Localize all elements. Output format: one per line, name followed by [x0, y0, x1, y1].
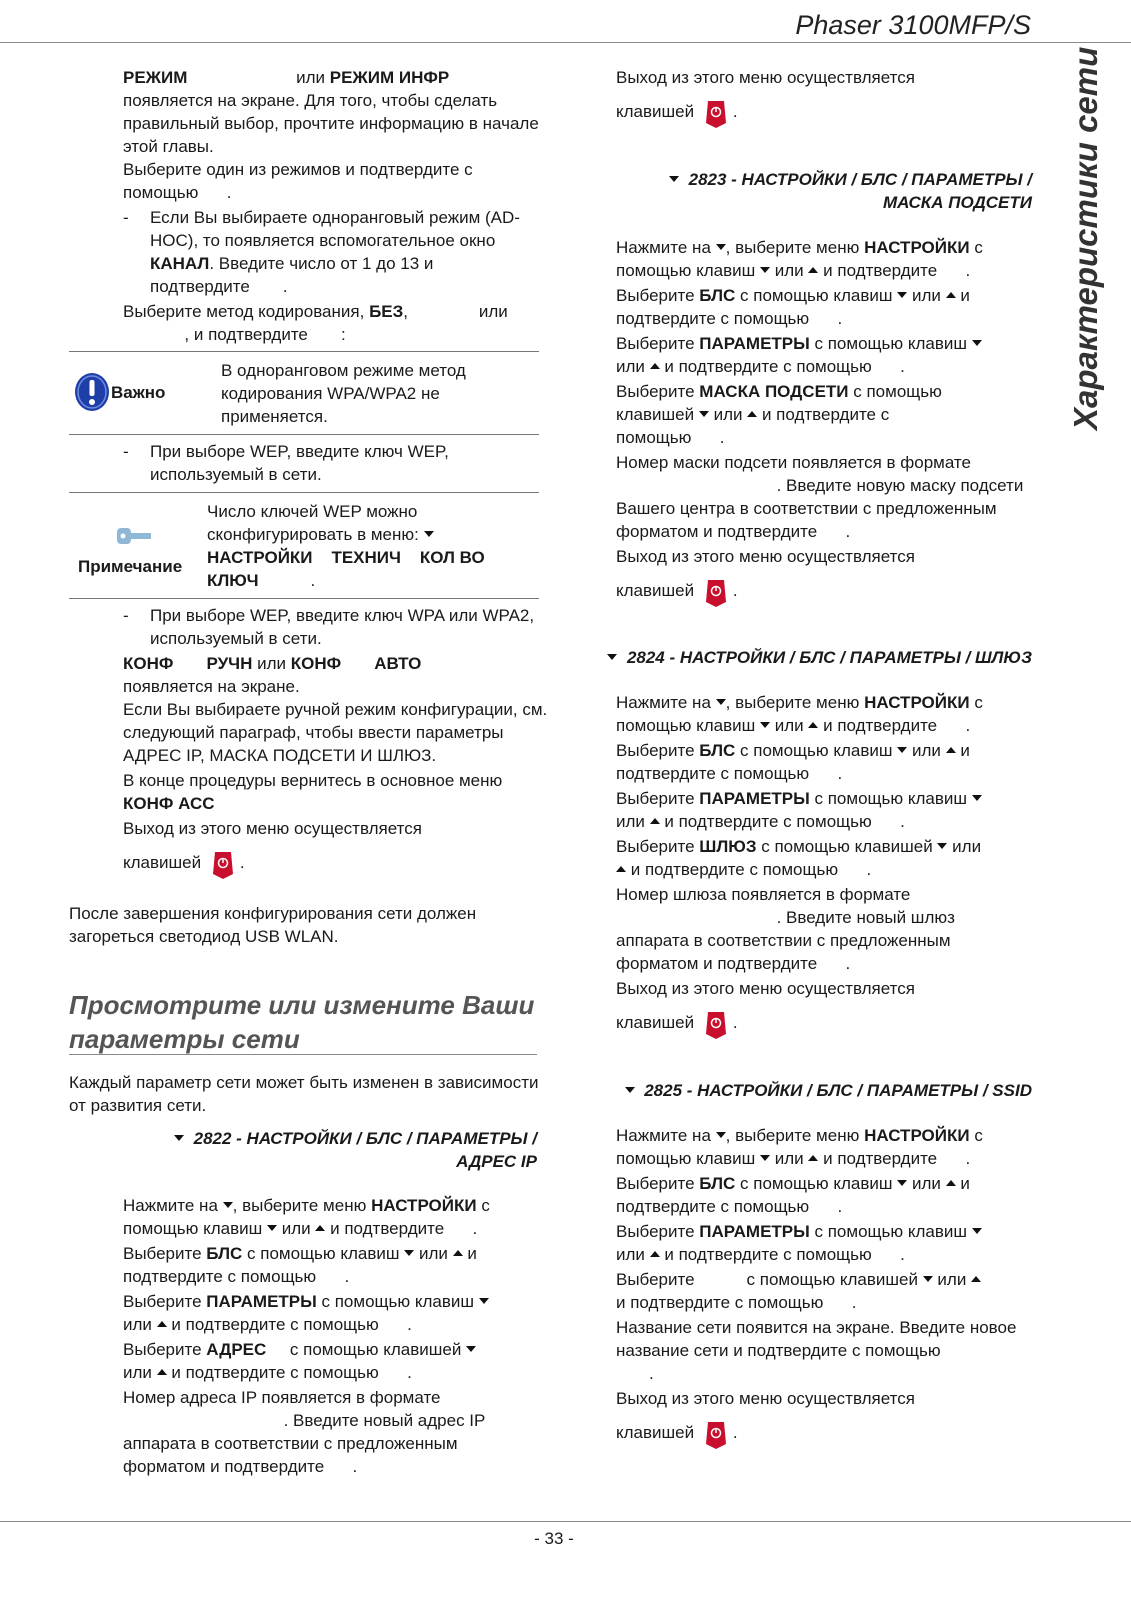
section-rule — [69, 1054, 537, 1055]
important-icon — [74, 372, 110, 412]
important-box — [69, 351, 539, 435]
step-2825-3: Выберите ПАРАМЕТРЫ с помощью клавиш или и подтвердите с помощью . — [616, 1220, 1036, 1266]
manual-text: Если Вы выбираете ручной режим конфигурации, см. следующий параграф, чтобы ввести параметры АДРЕС IP, МАСКА ПОДСЕТИ И ШЛЮЗ. — [123, 700, 548, 765]
steps-2825 — [616, 1124, 1036, 1450]
document-title: Phaser 3100MFP/S — [795, 10, 1031, 40]
adhoc-item: - Если Вы выбираете одноранговый режим (AD-HOC), то появляется вспомогательное окно КАНАЛ. Введите число от 1 до 13 и подтвердите . — [123, 208, 520, 296]
up-arrow-icon — [315, 1225, 325, 1231]
step-2825-4: Выберите с помощью клавишей или и подтвердите с помощью . — [616, 1268, 1036, 1314]
left-column-lower — [69, 604, 549, 948]
stop-key-icon — [705, 99, 727, 129]
down-arrow-icon — [174, 1135, 184, 1141]
steps-2824 — [616, 691, 1036, 1040]
step-2822-5: Номер адреса IP появляется в формате . Введите новый адрес IP аппарата в соответствии с предложенным форматом и подтвердите . — [123, 1388, 486, 1476]
heading-2822: 2822 - НАСТРОЙКИ / БЛС / ПАРАМЕТРЫ / АДРЕС IP — [69, 1127, 537, 1173]
exit-text-r4: Выход из этого меню осуществляется — [616, 1389, 915, 1408]
step-2823-1: Нажмите на , выберите меню НАСТРОЙКИ с помощью клавиш или и подтвердите . — [616, 238, 983, 280]
exit-key-r3: клавишей . — [616, 1010, 1036, 1040]
header-rule — [0, 42, 1131, 43]
step-2823-3: Выберите ПАРАМЕТРЫ с помощью клавиш или и подтвердите с помощью . — [616, 332, 1036, 378]
step-2824-4: Выберите ШЛЮЗ с помощью клавишей или и подтвердите с помощью . — [616, 837, 982, 879]
conf-text: появляется на экране. — [123, 677, 300, 696]
note-text: Число ключей WEP можно сконфигурировать в меню: НАСТРОЙКИ ТЕХНИЧ КОЛ ВО КЛЮЧ . — [207, 502, 485, 590]
exit-key-r1: клавишей . — [616, 99, 1036, 129]
footer-rule — [0, 1521, 1131, 1522]
heading-2823: 2823 - НАСТРОЙКИ / БЛС / ПАРАМЕТРЫ / МАСКА ПОДСЕТИ — [580, 168, 1032, 214]
important-label: Важно — [111, 383, 166, 402]
step-2825-5: Название сети появится на экране. Введите новое название сети и подтвердите с помощью . — [616, 1318, 1017, 1383]
stop-key-icon — [212, 850, 234, 880]
step-2823-5: Номер маски подсети появляется в формате . Введите новую маску подсети Вашего центра в соответствии с предложенным форматом и подтвердите . — [616, 453, 1024, 541]
steps-2823 — [616, 236, 1036, 608]
exit-text-r1: Выход из этого меню осуществляется — [616, 68, 915, 87]
step-2822-3: Выберите ПАРАМЕТРЫ с помощью клавиш или и подтвердите с помощью . — [123, 1290, 543, 1336]
after-text: После завершения конфигурирования сети должен загореться светодиод USB WLAN. — [69, 904, 477, 946]
step-2824-2: Выберите БЛС с помощью клавиш или и подтвердите с помощью . — [616, 741, 970, 783]
side-tab-label: Характеристики сети — [1067, 46, 1104, 430]
left-column — [69, 66, 549, 346]
step-2822-4: Выберите АДРЕС с помощью клавишей или и подтвердите с помощью . — [123, 1338, 543, 1384]
right-column — [616, 66, 1036, 129]
heading-2824: 2824 - НАСТРОЙКИ / БЛС / ПАРАМЕТРЫ / ШЛЮЗ — [560, 646, 1032, 669]
down-arrow-icon — [223, 1202, 233, 1208]
page-number: - 33 - — [534, 1529, 574, 1548]
step-2824-5: Номер шлюза появляется в формате . Введите новый шлюз аппарата в соответствии с предложенным форматом и подтвердите . — [616, 885, 955, 973]
step-2823-4: Выберите МАСКА ПОДСЕТИ с помощью клавишей или и подтвердите с помощью . — [616, 382, 942, 447]
step-2825-1: Нажмите на , выберите меню НАСТРОЙКИ с помощью клавиш или и подтвердите . — [616, 1126, 983, 1168]
exit-key-r4: клавишей . — [616, 1420, 1036, 1450]
exit-key-r2: клавишей . — [616, 578, 1036, 608]
important-text: В одноранговом режиме метод кодирования WPA/WPA2 не применяется. — [221, 361, 466, 426]
mode-text: появляется на экране. Для того, чтобы сделать правильный выбор, прочтите информацию в начале этой главы. — [123, 91, 539, 156]
exit-text-r3: Выход из этого меню осуществляется — [616, 979, 915, 998]
step-2822-1: Нажмите на , выберите меню НАСТРОЙКИ с помощью клавиш или и подтвердите . — [123, 1196, 490, 1238]
choose-mode: Выберите один из режимов и подтвердите с помощью . — [123, 160, 473, 202]
end-text: В конце процедуры вернитесь в основное меню КОНФ АСС — [123, 771, 503, 813]
section-title: Просмотрите или измените Ваши параметры сети — [69, 990, 535, 1054]
note-box — [69, 492, 539, 599]
down-arrow-icon — [424, 531, 434, 537]
mode-line: РЕЖИМ или РЕЖИМ ИНФР — [123, 68, 450, 87]
stop-key-icon — [705, 1420, 727, 1450]
wep-block — [69, 440, 549, 486]
wpa-item: - При выборе WEP, введите ключ WPA или WPA2, используемый в сети. — [123, 606, 535, 648]
note-label: Примечание — [78, 557, 183, 576]
steps-2822 — [123, 1194, 543, 1478]
side-tab — [1058, 46, 1108, 440]
key-icon — [117, 527, 153, 545]
stop-key-icon — [705, 578, 727, 608]
step-2822-2: Выберите БЛС с помощью клавиш или и подтвердите с помощью . — [123, 1244, 477, 1286]
conf-line: КОНФ РУЧН или КОНФ АВТО — [123, 654, 422, 673]
stop-key-icon — [705, 1010, 727, 1040]
section-intro: Каждый параметр сети может быть изменен в зависимости от развития сети. — [69, 1073, 539, 1115]
encode-text: Выберите метод кодирования, БЕЗ, или , и подтвердите : — [123, 302, 508, 344]
exit-key-line: клавишей . — [69, 850, 549, 880]
step-2824-3: Выберите ПАРАМЕТРЫ с помощью клавиш или и подтвердите с помощью . — [616, 787, 1036, 833]
exit-text: Выход из этого меню осуществляется — [123, 819, 422, 838]
step-2823-2: Выберите БЛС с помощью клавиш или и подтвердите с помощью . — [616, 286, 970, 328]
wep-item: - При выборе WEP, введите ключ WEP, используемый в сети. — [123, 442, 449, 484]
step-2825-2: Выберите БЛС с помощью клавиш или и подтвердите с помощью . — [616, 1174, 970, 1216]
heading-2825: 2825 - НАСТРОЙКИ / БЛС / ПАРАМЕТРЫ / SSID — [580, 1079, 1032, 1102]
step-2824-1: Нажмите на , выберите меню НАСТРОЙКИ с помощью клавиш или и подтвердите . — [616, 693, 983, 735]
exit-text-r2: Выход из этого меню осуществляется — [616, 547, 915, 566]
